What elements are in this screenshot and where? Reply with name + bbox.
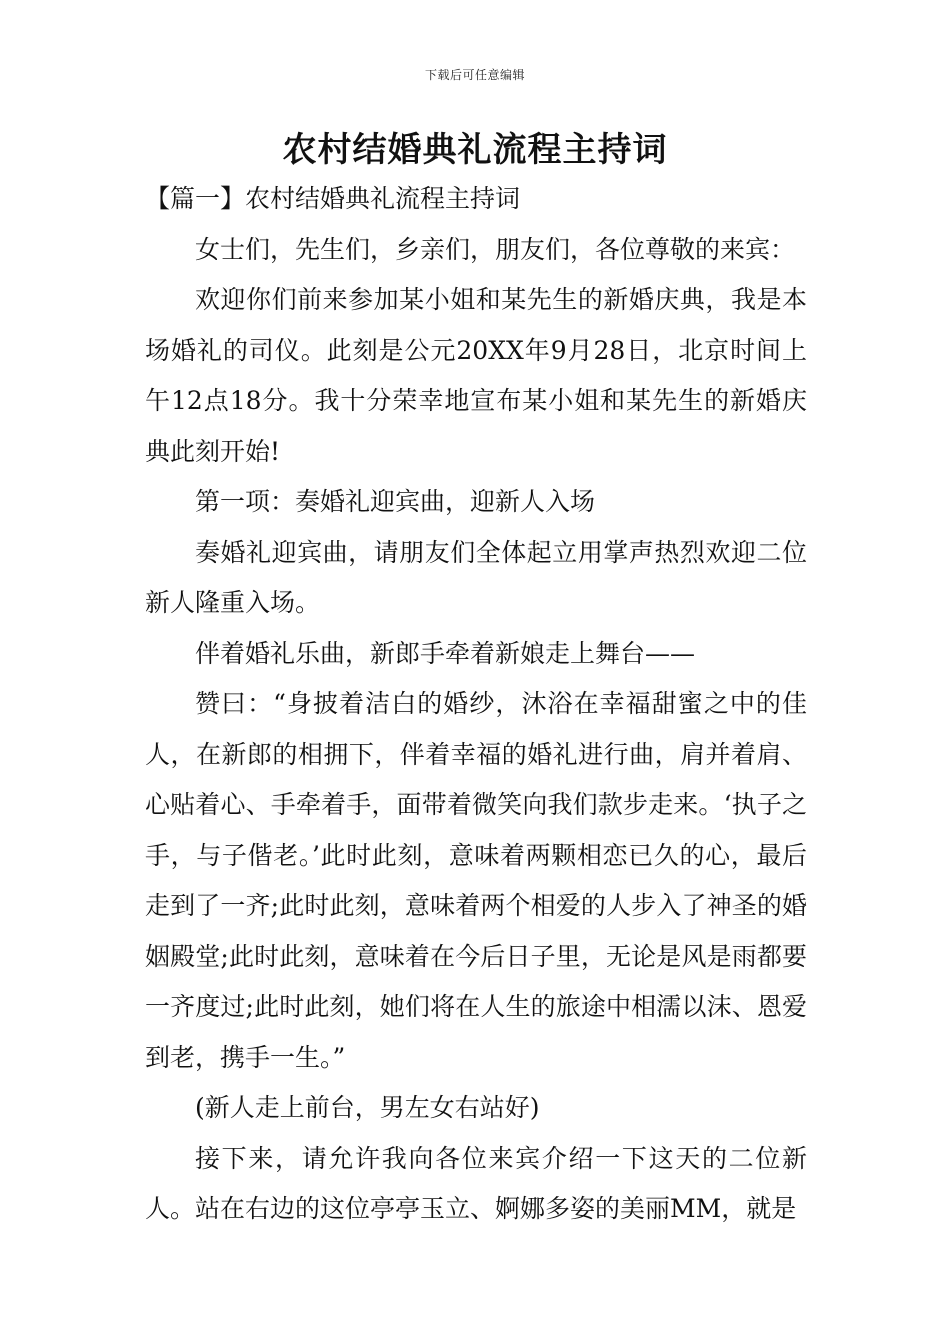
paragraph-music: 伴着婚礼乐曲，新郎手牵着新娘走上舞台—— <box>195 638 696 668</box>
document-title: 农村结婚典礼流程主持词 <box>282 130 668 170</box>
document-body <box>145 174 807 1235</box>
section-heading: 【篇一】农村结婚典礼流程主持词 <box>145 184 521 213</box>
paragraph-greeting: 女士们，先生们，乡亲们，朋友们，各位尊敬的来宾： <box>195 234 796 264</box>
header-note: 下载后可任意编辑 <box>424 68 525 82</box>
paragraph-step-one: 第一项：奏婚礼迎宾曲，迎新人入场 <box>195 487 596 516</box>
paragraph-praise: 赞曰：“身披着洁白的婚纱，沐浴在幸福甜蜜之中的佳人，在新郎的相拥下，伴着幸福的婚礼进行曲，肩并着肩、心贴着心、手牵着手，面带着微笑向我们款步走来。‘执子之手，与子偕老。’此时此刻，意味着两颗相恋已久的心，最后走到了一齐;此时此刻，意味着两个相爱的人步入了神圣的婚姻殿堂;此时此刻，意味着在今后日子里，无论是风是雨都要一齐度过;此时此刻，她们将在人生的旅途中相濡以沫、恩爱到老，携手一生。” <box>145 689 807 1072</box>
paragraph-stage-direction: (新人走上前台，男左女右站好) <box>195 1093 540 1122</box>
paragraph-welcome: 欢迎你们前来参加某小姐和某先生的新婚庆典，我是本场婚礼的司仪。此刻是公元20XX年9月28日，北京时间上午12点18分。我十分荣幸地宣布某小姐和某先生的新婚庆典此刻开始! <box>145 285 807 466</box>
paragraph-introduction: 接下来，请允许我向各位来宾介绍一下这天的二位新人。站在右边的这位亭亭玉立、婀娜多姿的美丽MM，就是 <box>145 1143 807 1223</box>
paragraph-entrance: 奏婚礼迎宾曲，请朋友们全体起立用掌声热烈欢迎二位新人隆重入场。 <box>145 537 807 617</box>
